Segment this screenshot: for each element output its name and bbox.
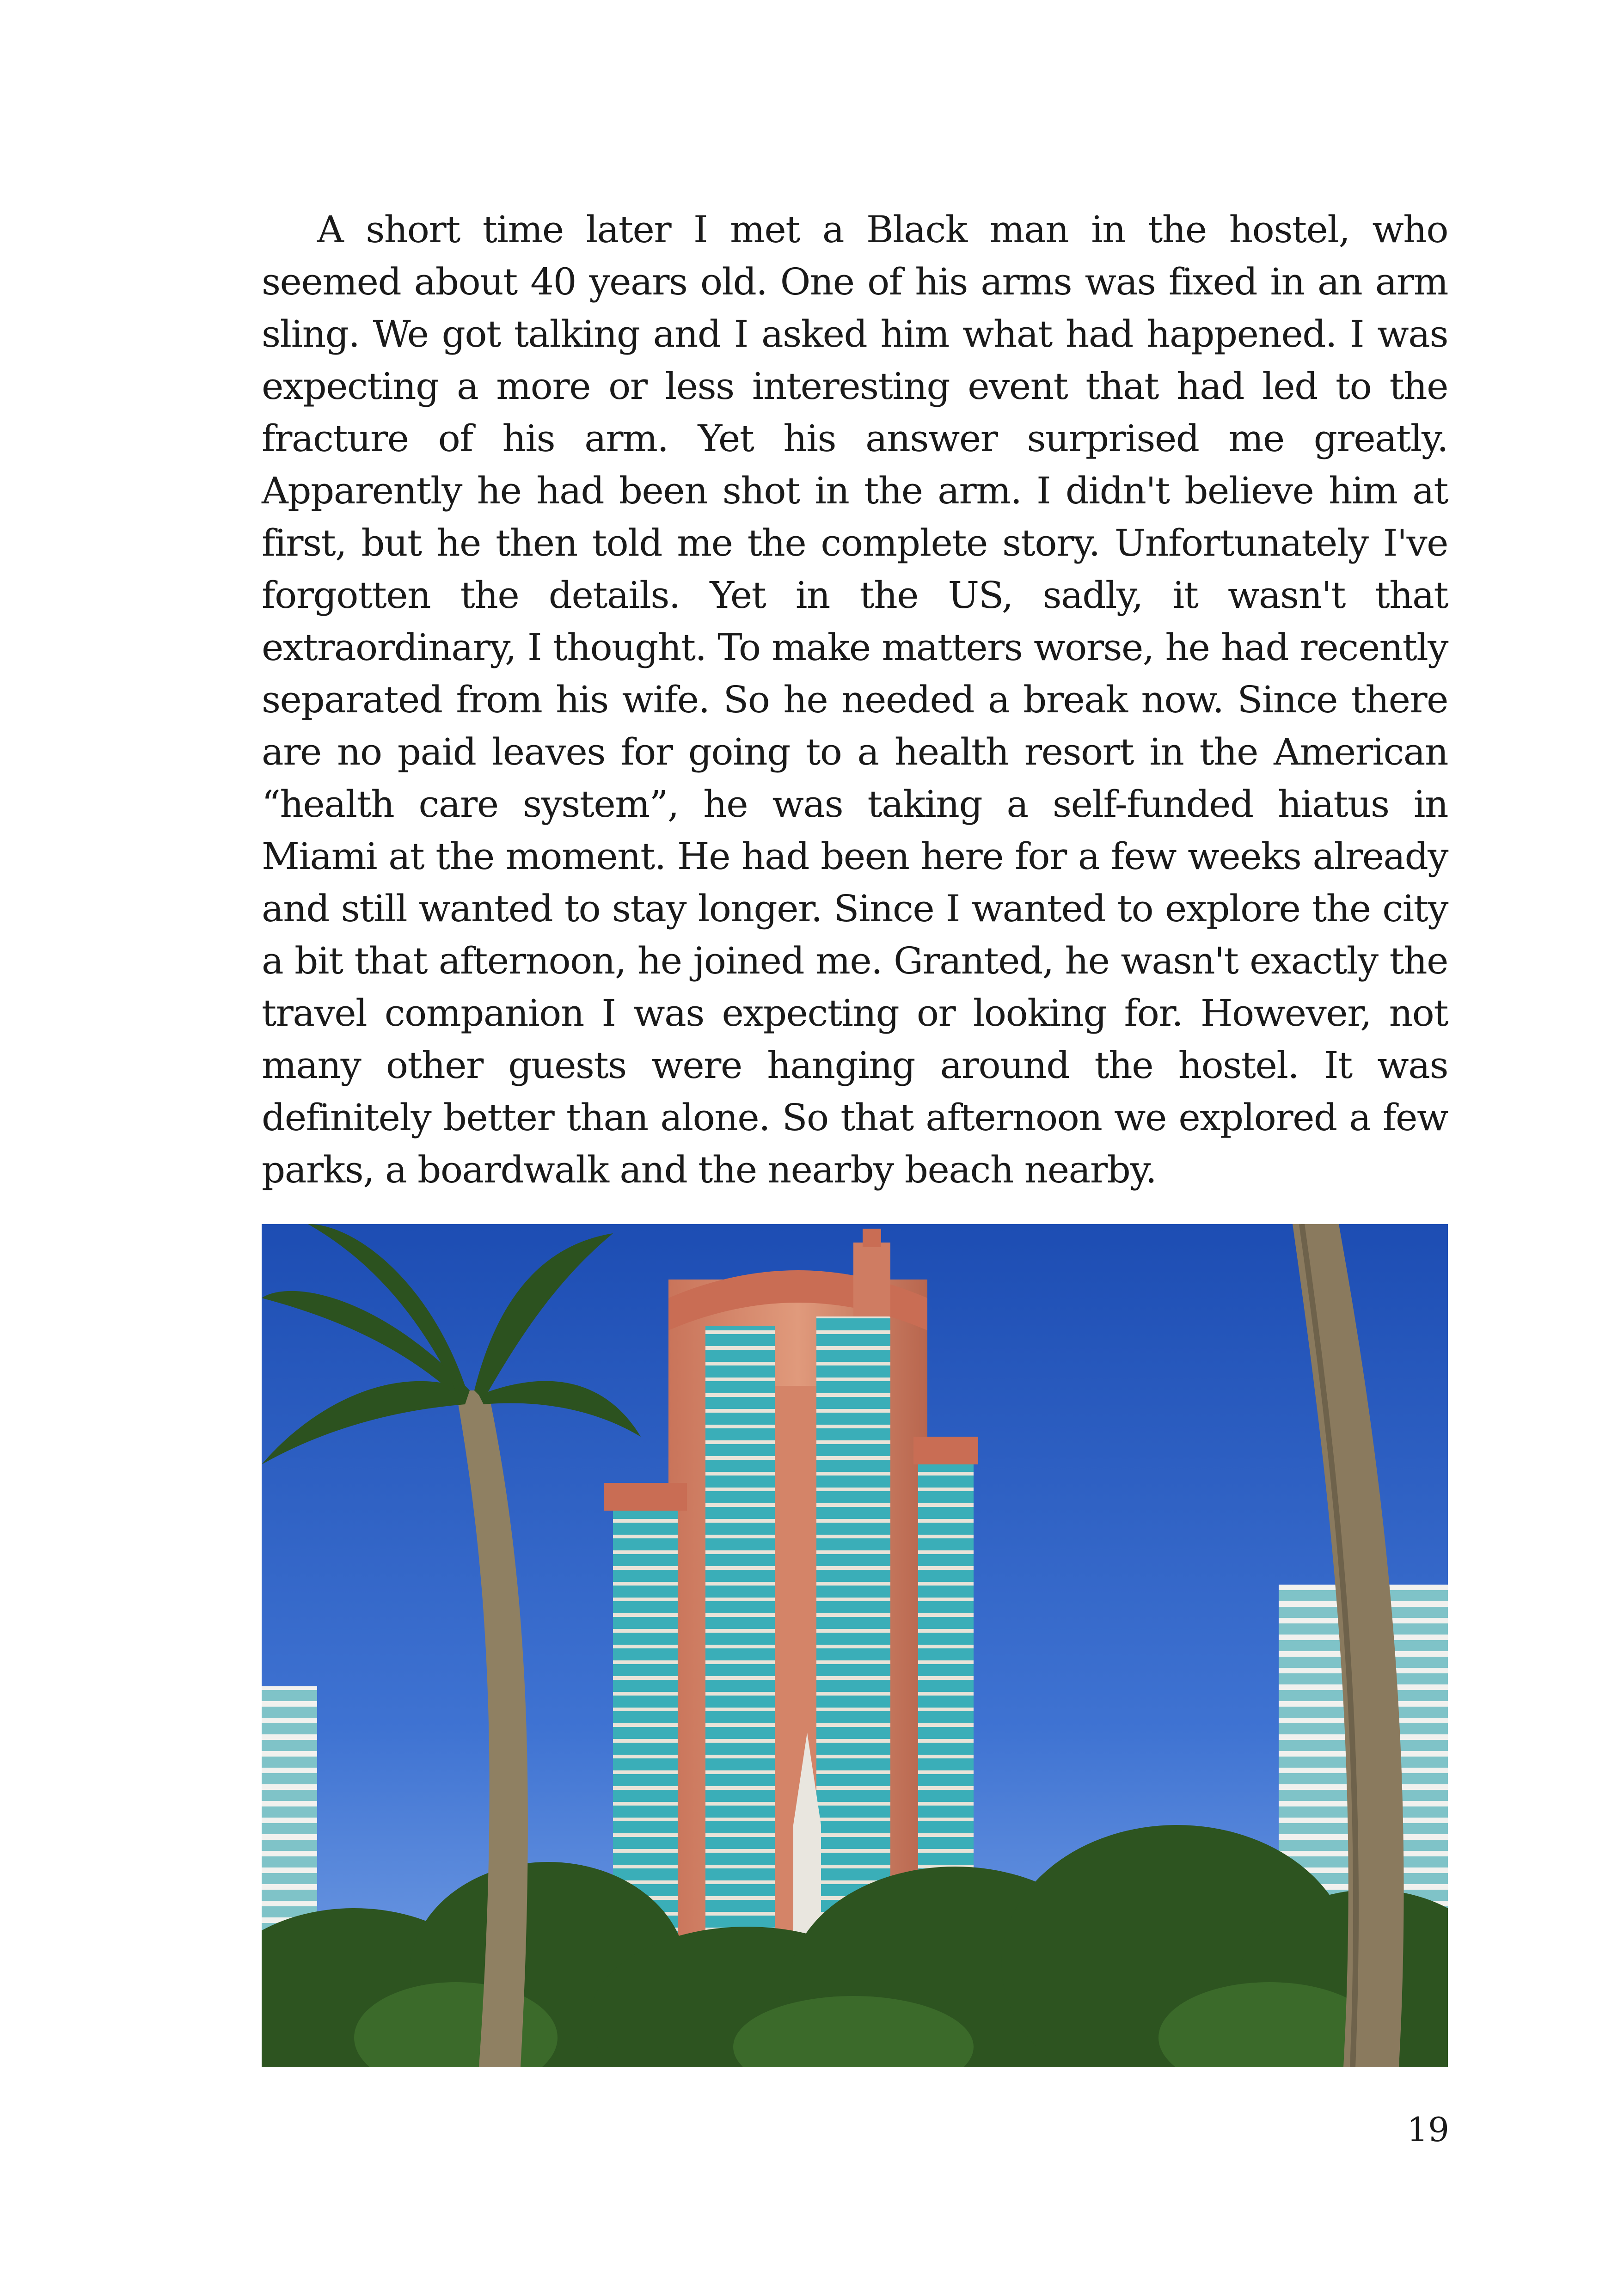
miami-tower-photo	[262, 1224, 1448, 2067]
page-number: 19	[1407, 2110, 1449, 2149]
body-paragraph: A short time later I met a Black man in the hostel, who seemed about 40 years old. One of his arms was fixed in an arm sling. We got talking and I asked him what had happened. I was expecting a more or less interesting event that had led to the fracture of his arm. Yet his answer surprised me greatly. Apparently he had been shot in the arm. I didn't believe him at first, but he then told me the complete story. Unfortunately I've forgotten the details. Yet in the US, sadly, it wasn't that extraordinary, I thought. To make matters worse, he had recently separated from his wife. So he needed a break now. Since there are no paid leaves for going to a health resort in the American “health care system”, he was taking a self-funded hiatus in Miami at the moment. He had been here for a few weeks already and still wanted to stay longer. Since I wanted to explore the city a bit that afternoon, he joined me. Granted, he wasn't exactly the travel companion I was expecting or looking for. However, not many other guests were hanging around the hostel. It was definitely better than alone. So that afternoon we explored a few parks, a boardwalk and the nearby beach nearby.	[262, 208, 1448, 1191]
